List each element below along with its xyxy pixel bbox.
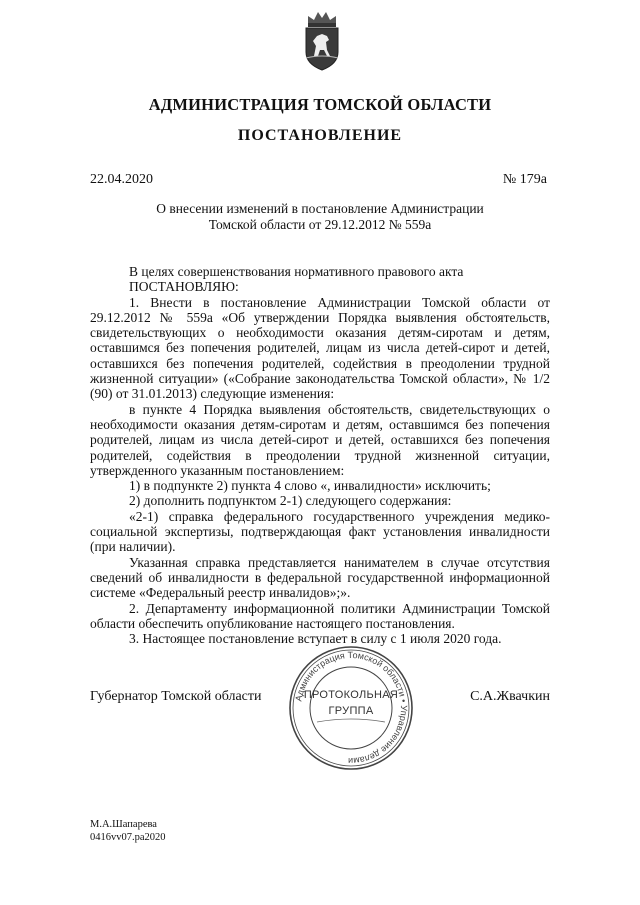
org-title: АДМИНИСТРАЦИЯ ТОМСКОЙ ОБЛАСТИ xyxy=(148,95,492,114)
paragraph-item-3: 3. Настоящее постановление вступает в силу с 1 июля 2020 года. xyxy=(129,631,502,647)
paragraph-resolve: ПОСТАНОВЛЯЮ: xyxy=(129,279,239,295)
stamp-outer-text: Администрация Томской области • Управление делами xyxy=(293,649,410,767)
paragraph-subitem-2: 2) дополнить подпунктом 2-1) следующего содержания: xyxy=(129,493,452,509)
subject xyxy=(90,201,550,233)
stamp-inner-text xyxy=(287,687,415,719)
paragraph-preamble: В целях совершенствования нормативного правового акта xyxy=(129,264,464,279)
paragraph-item-1-clause: в пункте 4 Порядка выявления обстоятельств, свидетельствующих о необходимости оказания детям-сиротам и детям, оставшимся без попечения родителей, лицам из числа детей-сирот и детей, оставшихся без попечения родителей, содействия в преодолении трудной жизненной ситуации, утвержденного указанным постановлением: xyxy=(90,401,550,478)
executor-name: М.А.Шапарева xyxy=(90,819,157,830)
doc-number: № 179а xyxy=(502,172,547,187)
paragraph-subitem-1: 1) в подпункте 2) пункта 4 слово «, инвалидности» исключить; xyxy=(129,478,491,494)
doc-date: 22.04.2020 xyxy=(90,172,153,187)
stamp-line: ГРУППА xyxy=(328,705,374,717)
paragraph-certificate-note: Указанная справка представляется нанимателем в случае отсутствия сведений об инвалидности в федеральной государственной информационной системе «Федеральный реестр инвалидов»;». xyxy=(90,554,550,601)
executor-code: 0416vv07.pa2020 xyxy=(90,832,166,843)
paragraph-item-2: 2. Департаменту информационной политики Администрации Томской области обеспечить опубликование настоящего постановления. xyxy=(90,600,550,631)
tomsk-coat-of-arms-icon xyxy=(300,8,344,72)
body-text xyxy=(90,264,550,646)
subject-line: О внесении изменений в постановление Администрации xyxy=(156,201,484,216)
stamp-line: ПРОТОКОЛЬНАЯ xyxy=(303,689,399,701)
official-stamp xyxy=(287,644,415,772)
paragraph-new-subitem: «2-1) справка федерального государственного учреждения медико-социальной экспертизы, подтверждающая факт установления инвалидности (при наличии). xyxy=(90,508,550,555)
executor-info xyxy=(90,818,166,844)
signer-role: Губернатор Томской области xyxy=(90,689,262,704)
paragraph-item-1: 1. Внести в постановление Администрации Томской области от 29.12.2012 № 559а «Об утверждении Порядка выявления обстоятельств, свидетельствующих о необходимости оказания детям-сиротам и детям, оставшимся без попечения родителей, лицам из числа детей-сирот и детей, оставшихся без попечения родителей, содействия в преодолении трудной жизненной ситуации» («Собрание законодательства Томской области», № 1/2 (90) от 31.01.2013) следующие изменения: xyxy=(90,294,550,402)
subject-line: Томской области от 29.12.2012 № 559а xyxy=(208,217,432,232)
doc-type-heading: ПОСТАНОВЛЕНИЕ xyxy=(237,127,403,144)
signer-name: С.А.Жвачкин xyxy=(470,689,550,704)
